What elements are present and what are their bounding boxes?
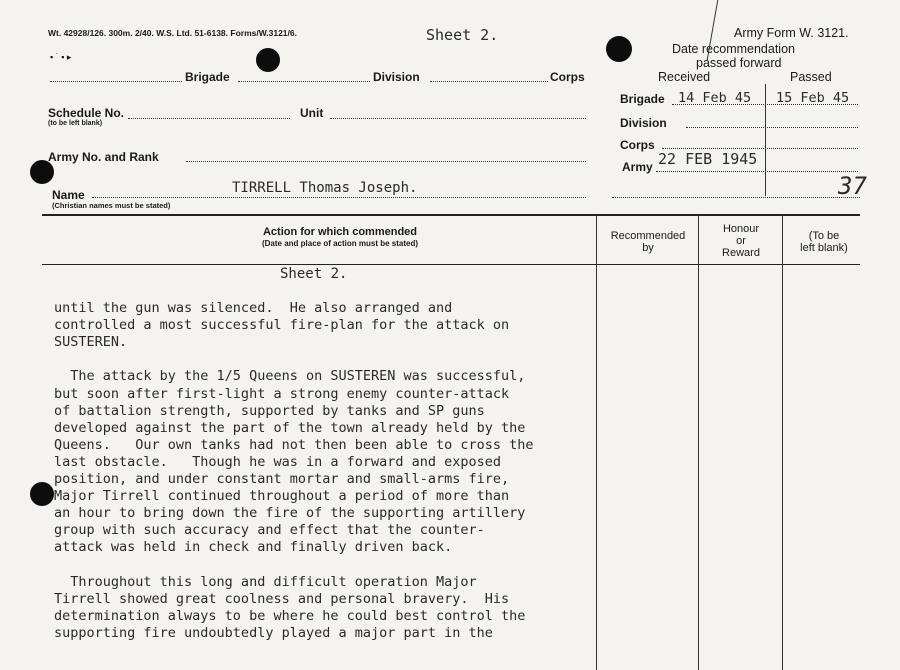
col-honour-line3: Reward xyxy=(722,247,760,259)
citation-line: an hour to bring down the fire of the supporting artillery xyxy=(54,505,526,522)
table-top-rule xyxy=(42,214,860,216)
rec-army-received: 22 FEB 1945 xyxy=(658,150,758,168)
brigade-label: Brigade xyxy=(185,70,230,84)
page-number: 37 xyxy=(838,172,867,200)
citation-line: SUSTEREN. xyxy=(54,334,128,351)
citation-line: group with such accuracy and effect that the counter- xyxy=(54,522,485,539)
rec-corps-line xyxy=(662,148,858,149)
col-blank-line2: left blank) xyxy=(800,242,848,254)
rec-brigade-label: Brigade xyxy=(620,92,665,106)
col-action-note: (Date and place of action must be stated) xyxy=(261,239,419,248)
name-note: (Christian names must be stated) xyxy=(52,201,171,210)
passed-header: Passed xyxy=(790,70,832,84)
col-honour-header xyxy=(700,223,782,259)
punch-hole-left-lower xyxy=(30,482,54,506)
division-label: Division xyxy=(373,70,420,84)
rec-division-label: Division xyxy=(620,116,667,130)
schedule-note: (to be left blank) xyxy=(48,120,103,127)
rec-division-line xyxy=(686,127,858,128)
army-no-label: Army No. and Rank xyxy=(48,150,159,164)
corps-label: Corps xyxy=(550,70,585,84)
punch-hole-top xyxy=(256,48,280,72)
rec-divider xyxy=(765,84,766,196)
table-header-rule xyxy=(42,264,860,265)
sheet-number-top: Sheet 2. xyxy=(426,26,499,44)
citation-line: until the gun was silenced. He also arranged and xyxy=(54,300,453,316)
citation-line: supporting fire undoubtedly played a major part in the xyxy=(54,624,493,641)
division-line xyxy=(238,81,370,82)
col-recommended-line1: Recommended xyxy=(610,230,686,242)
citation-line: The attack by the 1/5 Queens on SUSTEREN was successful, xyxy=(54,368,526,385)
col-blank-header xyxy=(784,230,864,254)
citation-line: Queens. Our own tanks had not then been able to cross the xyxy=(54,436,534,453)
rec-army-line xyxy=(656,171,858,172)
schedule-label: Schedule No. xyxy=(48,106,125,120)
citation-line: controlled a most successful fire-plan for the attack on xyxy=(54,317,510,334)
rec-corps-label: Corps xyxy=(620,138,655,152)
citation-line: position, and under constant mortar and small-arms fire, xyxy=(54,471,510,487)
form-title: Army Form W. 3121. xyxy=(734,26,849,40)
citation-line: of battalion strength, supported by tanks and SP guns xyxy=(54,402,485,419)
citation-line: developed against the part of the town already held by the xyxy=(54,419,526,436)
stray-marks: ▪ ˙ ▪ ▸ xyxy=(50,52,72,62)
page-number-line xyxy=(612,197,860,198)
rec-brigade-received: 14 Feb 45 xyxy=(678,90,752,106)
citation-line: Tirrell showed great coolness and personal bravery. His xyxy=(54,590,510,607)
table-col-divider-3 xyxy=(782,215,783,670)
print-code: Wt. 42928/126. 300m. 2/40. W.S. Ltd. 51-6138. Forms/W.3121/6. xyxy=(48,28,297,38)
table-col-divider-2 xyxy=(698,215,699,670)
schedule-line xyxy=(128,118,290,119)
name-label: Name xyxy=(52,188,85,202)
recommendation-title-2: passed forward xyxy=(696,56,782,70)
citation-line: determination always to be where he could best control the xyxy=(54,607,526,624)
rec-army-label: Army xyxy=(622,160,653,174)
col-honour-line1: Honour xyxy=(722,223,760,235)
col-honour-line2: or xyxy=(736,235,746,247)
citation-line: but soon after first-light a strong enemy counter-attack xyxy=(54,385,510,402)
col-recommended-line2: by xyxy=(642,242,654,254)
recommendation-title-1: Date recommendation xyxy=(672,42,795,56)
table-col-divider-1 xyxy=(596,215,597,670)
brigade-line xyxy=(50,81,182,82)
body-sheet-heading: Sheet 2. xyxy=(280,266,348,282)
citation-line: Throughout this long and difficult operation Major xyxy=(54,573,477,590)
col-recommended-header xyxy=(598,230,698,254)
army-no-line xyxy=(186,161,586,162)
col-action-header xyxy=(160,226,520,250)
corps-line xyxy=(430,81,548,82)
citation-line: Major Tirrell continued throughout a period of more than xyxy=(54,488,510,505)
name-line xyxy=(92,197,586,198)
name-value: TIRRELL Thomas Joseph. xyxy=(232,180,418,196)
unit-label: Unit xyxy=(300,106,324,120)
unit-line xyxy=(330,118,586,119)
citation-line: last obstacle. Though he was in a forward and exposed xyxy=(54,453,502,470)
col-action-title: Action for which commended xyxy=(262,226,417,238)
citation-line: attack was held in check and finally driven back. xyxy=(54,539,453,556)
rec-brigade-passed: 15 Feb 45 xyxy=(776,90,850,106)
punch-hole-right xyxy=(606,36,632,62)
received-header: Received xyxy=(658,70,711,84)
col-blank-line1: (To be xyxy=(808,230,840,242)
